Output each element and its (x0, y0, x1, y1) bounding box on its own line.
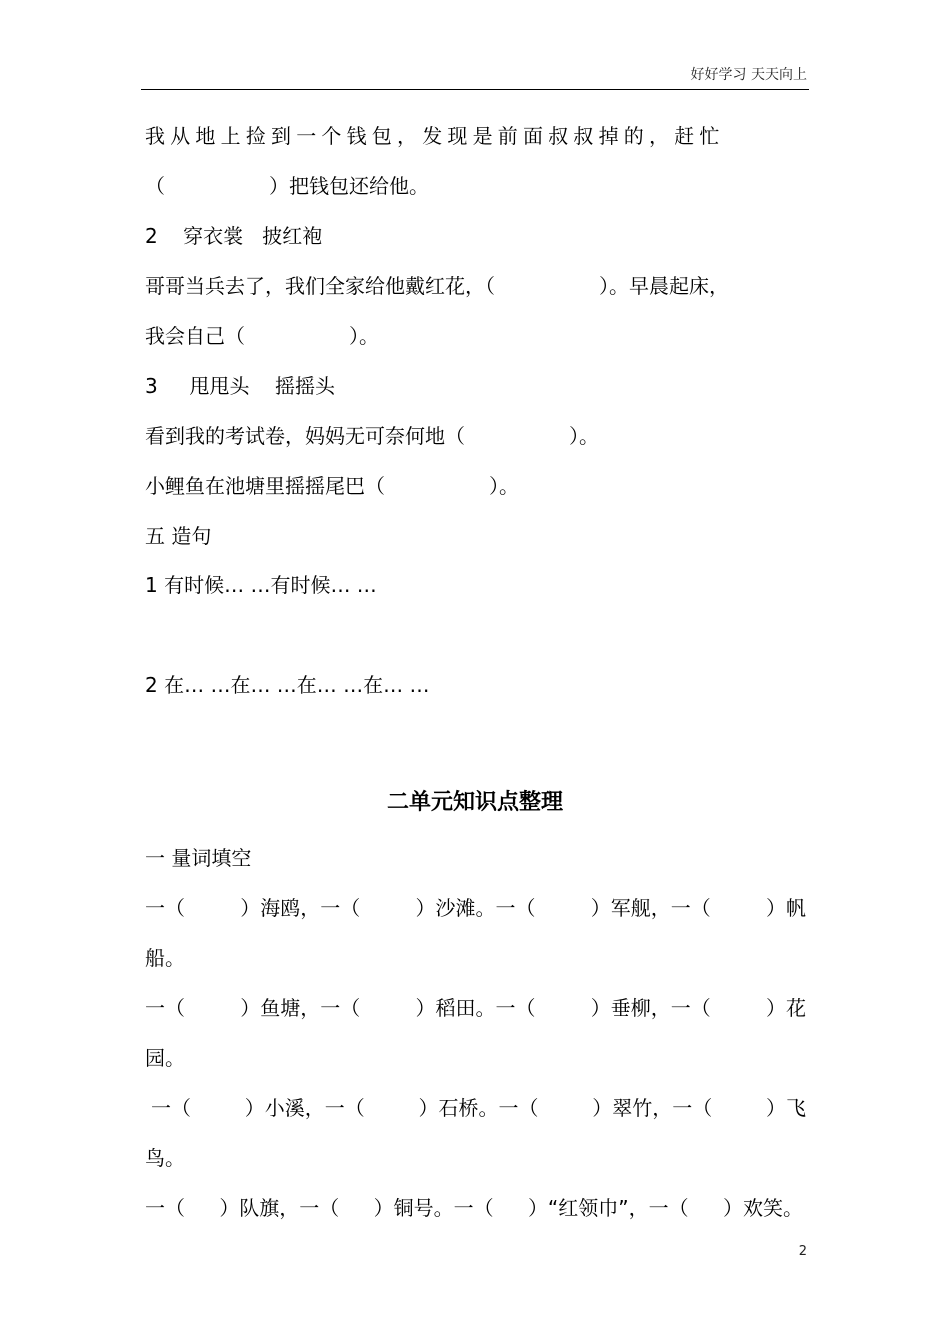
fill-segment: ）铜号。一（ (373, 1196, 494, 1220)
quantifier-heading: 一 量词填空 (145, 846, 252, 870)
fill-segment: ）欢笑。 (722, 1196, 803, 1220)
fill-segment: ）军舰，一（ (590, 896, 711, 920)
fill-row-1-continued: 船。 (145, 946, 185, 970)
fill-segment: ）鱼塘，一（ (240, 996, 361, 1020)
header-divider (141, 89, 809, 90)
fill-segment: ）海鸥，一（ (240, 896, 361, 920)
exercise-line-5 (145, 421, 599, 451)
fill-row-1 (145, 893, 806, 923)
exercise-line-2 (145, 171, 429, 201)
line-2-text: ）把钱包还给他。 (269, 174, 429, 198)
fill-segment: 一（ (145, 1196, 185, 1220)
fill-segment: ）小溪，一（ (244, 1096, 365, 1120)
fill-segment: ）翠竹，一（ (592, 1096, 713, 1120)
fill-segment: ）飞 (766, 1096, 806, 1120)
sentence-item-1: 1 有时候… …有时候… … (145, 573, 377, 597)
fill-segment: ）花 (766, 996, 806, 1020)
fill-segment: ）石桥。一（ (418, 1096, 539, 1120)
question-3-heading: 3 甩甩头 摇摇头 (145, 374, 335, 398)
fill-segment: ）“红领巾”，一（ (527, 1196, 689, 1220)
fill-segment: 一（ (145, 896, 185, 920)
fill-segment: ）沙滩。一（ (415, 896, 536, 920)
page-number: 2 (798, 1244, 807, 1259)
section-5-heading: 五 造句 (145, 524, 212, 548)
line-3-end: ）。早晨起床， (599, 274, 729, 298)
line-4-text: 我会自己（ (145, 324, 245, 348)
fill-segment: ）垂柳，一（ (590, 996, 711, 1020)
fill-row-2 (145, 993, 806, 1023)
section-title: 二单元知识点整理 (386, 790, 563, 815)
header-motto: 好好学习 天天向上 (690, 67, 807, 83)
fill-segment: ）队旗，一（ (219, 1196, 340, 1220)
exercise-line-4 (145, 321, 379, 351)
blank-open: （ (145, 174, 165, 198)
line-4-end: ）。 (349, 324, 379, 348)
fill-segment: 一（ (145, 996, 185, 1020)
line-5-text: 看到我的考试卷，妈妈无可奈何地（ (145, 424, 465, 448)
fill-row-2-continued: 园。 (145, 1046, 185, 1070)
exercise-line-6 (145, 471, 519, 501)
fill-row-3-continued: 鸟。 (145, 1146, 185, 1170)
fill-segment: ）稻田。一（ (415, 996, 536, 1020)
exercise-line-1: 我从地上捡到一个钱包，发现是前面叔叔掉的，赶忙 (145, 124, 725, 148)
line-5-end: ）。 (569, 424, 599, 448)
line-6-text: 小鲤鱼在池塘里摇摇尾巴（ (145, 474, 385, 498)
question-2-heading: 2 穿衣裳 披红袍 (145, 224, 323, 248)
exercise-line-3 (145, 271, 729, 301)
line-6-end: ）。 (489, 474, 519, 498)
fill-segment: ）帆 (766, 896, 806, 920)
line-3-text: 哥哥当兵去了，我们全家给他戴红花，（ (145, 274, 495, 298)
fill-segment: 一（ (151, 1096, 191, 1120)
fill-row-4 (145, 1193, 803, 1223)
fill-row-3 (151, 1093, 806, 1123)
sentence-item-2: 2 在… …在… …在… …在… … (145, 673, 430, 697)
